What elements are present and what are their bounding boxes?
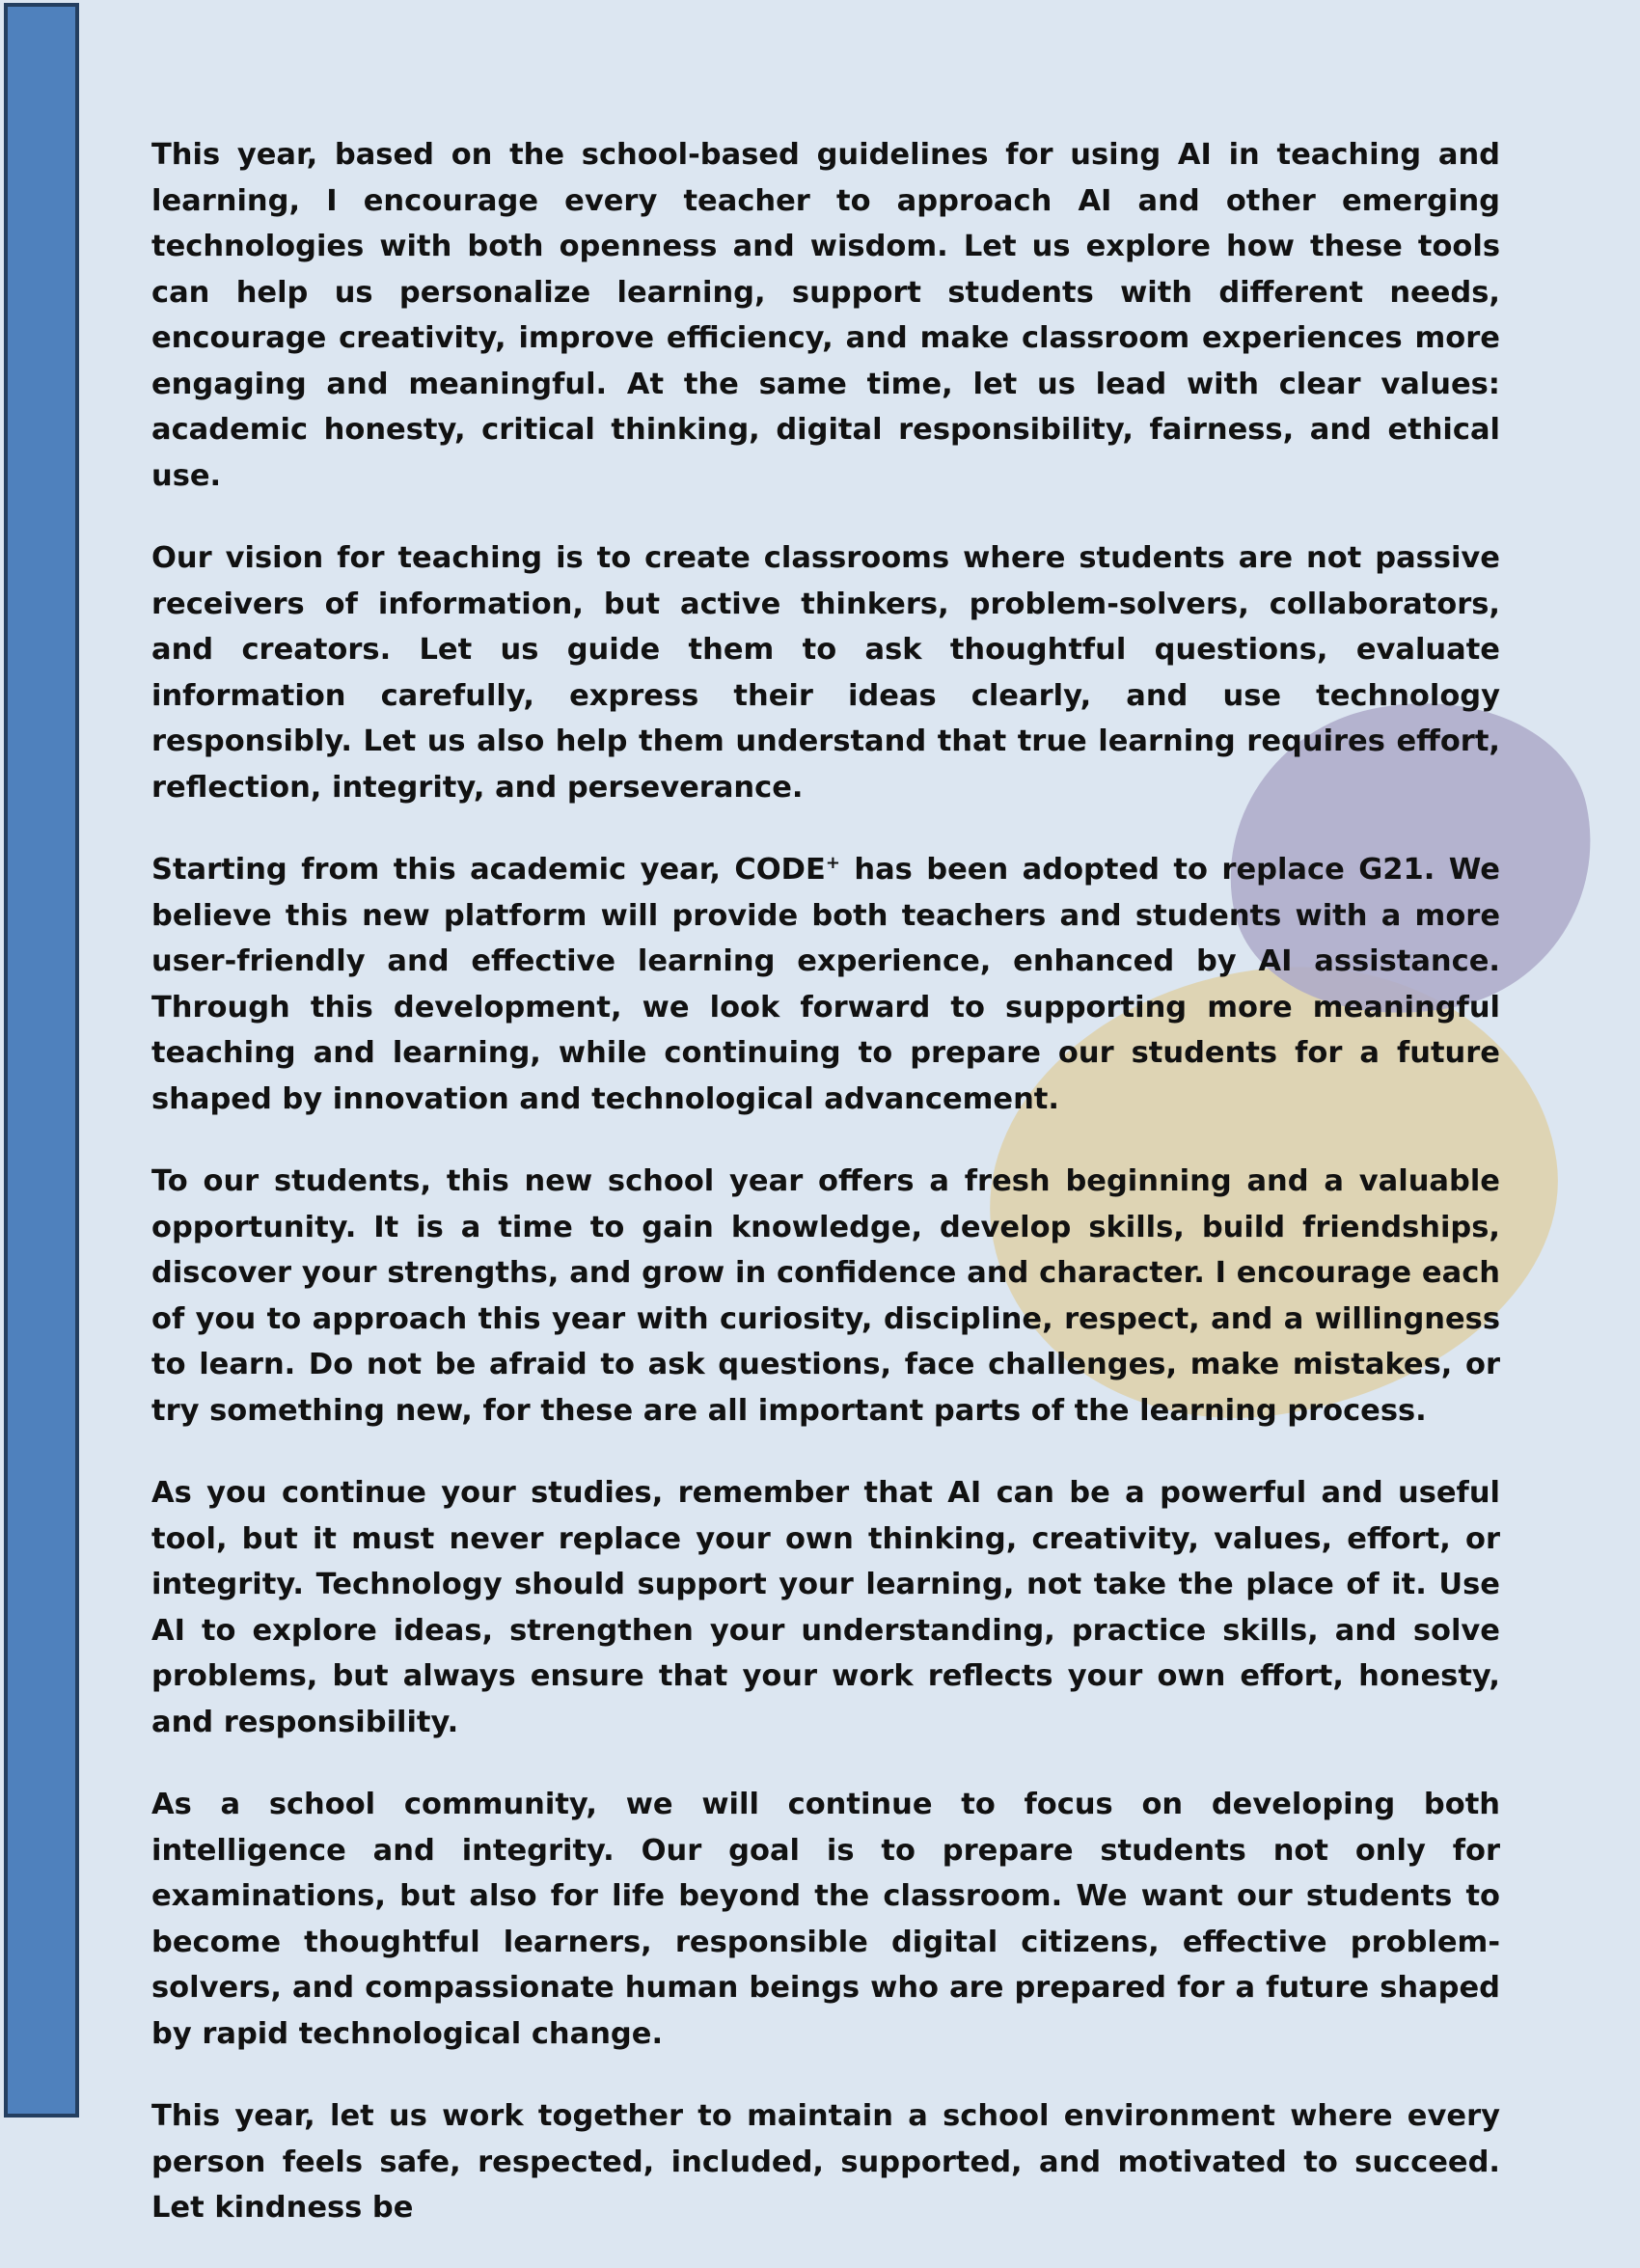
- paragraph-work-together: This year, let us work together to maintain a school environment where every person feels safe, respected, included, supported, and motivated to succeed. Let kindness be: [151, 2099, 1500, 2225]
- paragraph-ai-tool-advice: As you continue your studies, remember that AI can be a powerful and useful tool, but it must never replace your own thinking, creativity, values, effort, or integrity. Technology should support your learning, not take the place of it. Use AI to explore ideas, strengthen your understanding, practice skills, and solve problems, but always ensure that your work reflects your own effort, honesty, and responsibility.: [151, 1476, 1500, 1739]
- code-platform-text-end: has been adopted to replace G21. We believe this new platform will provide both teachers and students with a more user-friendly and effective learning experience, enhanced by AI assistance. Through this development, we look forward to supporting more meaningful teaching and learning, while continuing to prepare our students for a future shaped by innovation and technological advancement.: [151, 853, 1500, 1116]
- left-accent-bar: [4, 3, 79, 2118]
- paragraph-school-community: As a school community, we will continue to focus on developing both intelligence and integrity. Our goal is to prepare students not only for examinations, but also for life beyond the classroom. We want our students to become thoughtful learners, responsible digital citizens, effective problem-solvers, and compassionate human beings who are prepared for a future shaped by rapid technological change.: [151, 1788, 1500, 2051]
- paragraph-ai-guidelines: This year, based on the school-based guidelines for using AI in teaching and learning, I encourage every teacher to approach AI and other emerging technologies with both openness and wisdom. Let us explore how these tools can help us personalize learning, support students with different needs, encourage creativity, improve efficiency, and make classroom experiences more engaging and meaningful. At the same time, let us lead with clear values: academic honesty, critical thinking, digital responsibility, fairness, and ethical use.: [151, 138, 1500, 493]
- code-platform-text-start: Starting from this academic year, CODE: [151, 853, 826, 887]
- paragraph-students-new-year: To our students, this new school year offers a fresh beginning and a valuable opportunity. It is a time to gain knowledge, develop skills, build friendships, discover your strengths, and grow in confidence and character. I encourage each of you to approach this year with curiosity, discipline, respect, and a willingness to learn. Do not be afraid to ask questions, face challenges, make mistakes, or try something new, for these are all important parts of the learning process.: [151, 1164, 1500, 1428]
- paragraph-code-platform: [151, 847, 1500, 1122]
- letter-body: [151, 132, 1500, 2268]
- paragraph-teaching-vision: Our vision for teaching is to create classrooms where students are not passive receivers of information, but active thinkers, problem-solvers, collaborators, and creators. Let us guide them to ask thoughtful questions, evaluate information carefully, express their ideas clearly, and use technology responsibly. Let us also help them understand that true learning requires effort, reflection, integrity, and perseverance.: [151, 541, 1500, 805]
- code-plus-superscript: +: [825, 852, 840, 873]
